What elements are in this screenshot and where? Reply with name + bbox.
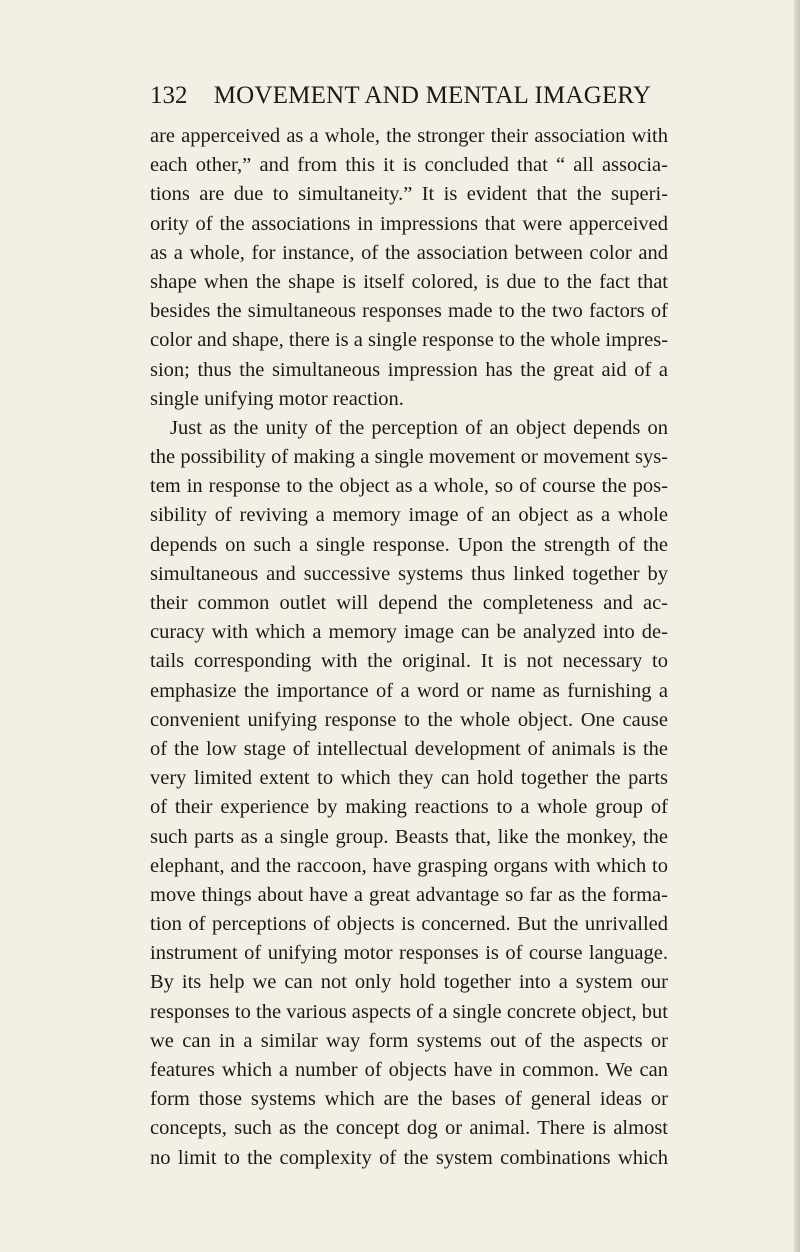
text-line: shape when the shape is itself colored, is due to the fact that: [150, 270, 668, 293]
text-line: such parts as a single group. Beasts that, like the monkey, the: [150, 825, 668, 848]
text-line: features which a number of objects have in common. We can: [150, 1059, 668, 1081]
text-line: color and shape, there is a single response to the whole impres-: [150, 329, 669, 352]
text-line: depends on such a single response. Upon the strength of the: [150, 533, 668, 556]
text-line: simultaneous and successive systems thus linked together by: [150, 562, 668, 585]
text-line: as a whole, for instance, of the association between color and: [150, 241, 668, 264]
text-line: instrument of unifying motor responses is of course language.: [150, 942, 668, 965]
text-line: each other,” and from this it is concluded that “ all associa-: [150, 154, 668, 177]
text-line: sibility of reviving a memory image of an object as a whole: [150, 504, 668, 527]
text-line: tails corresponding with the original. It is not necessary to: [150, 650, 668, 673]
text-line: their common outlet will depend the completeness and ac-: [150, 592, 668, 614]
text-line: By its help we can not only hold together into a system our: [150, 971, 668, 994]
text-line: tem in response to the object as a whole, so of course the pos-: [150, 475, 668, 498]
page-number: 132: [150, 82, 188, 109]
page-header: [150, 82, 670, 110]
text-line: Just as the unity of the perception of an object depends on: [170, 416, 668, 439]
text-line: emphasize the importance of a word or name as furnishing a: [150, 679, 668, 702]
text-line: very limited extent to which they can hold together the parts: [150, 767, 668, 790]
text-line: responses to the various aspects of a single concrete object, but: [150, 1000, 668, 1023]
text-line: move things about have a great advantage so far as the forma-: [150, 883, 668, 906]
text-line: ority of the associations in impressions that were apperceived: [150, 212, 668, 235]
text-line: are apperceived as a whole, the stronger their association with: [150, 125, 668, 147]
text-line: concepts, such as the concept dog or animal. There is almost: [150, 1117, 668, 1140]
text-line: no limit to the complexity of the system combinations which: [150, 1146, 668, 1169]
text-line: besides the simultaneous responses made to the two factors of: [150, 300, 668, 323]
text-line: we can in a similar way form systems out of the aspects or: [150, 1029, 668, 1052]
page-edge: [794, 0, 800, 1252]
text-line: convenient unifying response to the whole object. One cause: [150, 708, 668, 731]
text-line: elephant, and the raccoon, have grasping organs with which to: [150, 854, 668, 877]
text-line: tions are due to simultaneity.” It is evident that the superi-: [150, 183, 668, 206]
running-head: MOVEMENT AND MENTAL IMAGERY: [213, 82, 652, 109]
paragraph-1: [150, 122, 668, 414]
text-line: of their experience by making reactions to a whole group of: [150, 796, 668, 819]
text-line: tion of perceptions of objects is concerned. But the unrivalled: [150, 913, 668, 936]
text-line: curacy with which a memory image can be analyzed into de-: [150, 621, 668, 644]
paragraph-2: [150, 414, 668, 1173]
text-line: of the low stage of intellectual development of animals is the: [150, 737, 668, 760]
text-line: sion; thus the simultaneous impression has the great aid of a: [150, 358, 668, 381]
body-text: [150, 122, 668, 1173]
text-line: single unifying motor reaction.: [150, 387, 404, 410]
text-line: the possibility of making a single movement or movement sys-: [150, 446, 668, 469]
text-line: form those systems which are the bases of general ideas or: [150, 1088, 668, 1111]
